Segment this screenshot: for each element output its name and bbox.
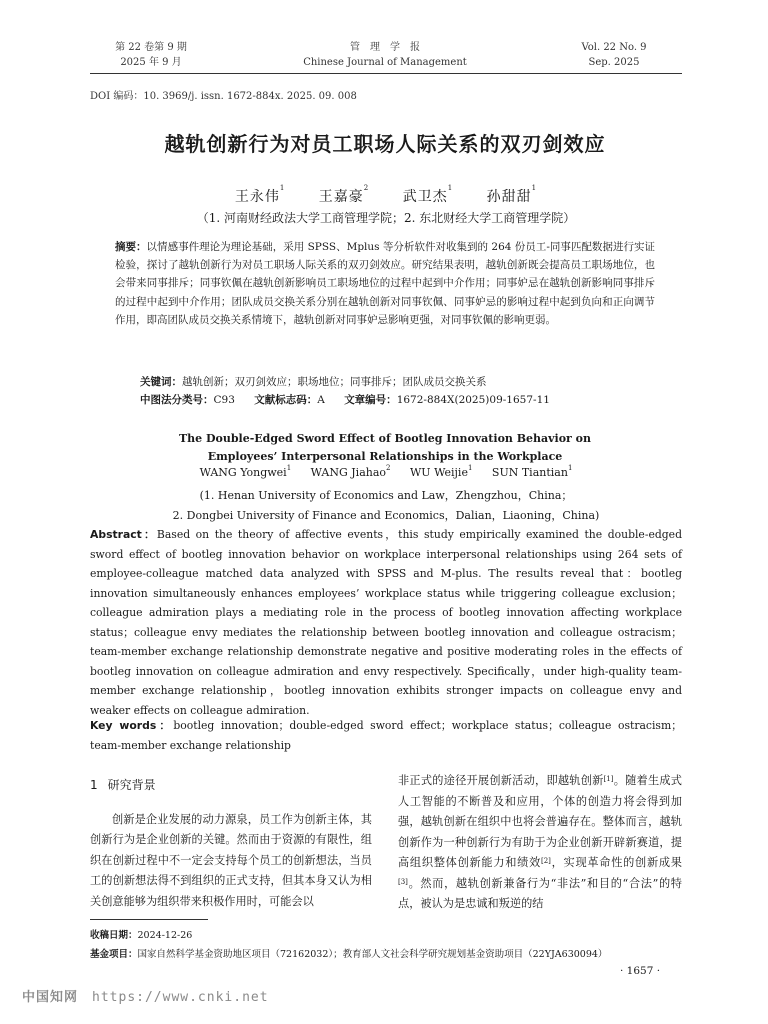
publication-date-en: Sep. 2025 [588, 57, 640, 68]
cnki-url[interactable]: https://www.cnki.net [92, 990, 269, 1005]
author-cn: 孙甜甜$^1$ [486, 184, 538, 205]
abstract-cn [115, 238, 655, 329]
paper-title-en [130, 430, 640, 466]
volume-issue: 第 22 卷第 9 期 [115, 42, 187, 53]
author-cn: 王嘉豪$^2$ [318, 184, 370, 205]
keywords-cn-text: 越轨创新；双刃剑效应；职场地位；同事排斥；团队成员交换关系 [182, 376, 487, 388]
section-heading [90, 775, 372, 796]
citation-link[interactable]: [3] [398, 877, 408, 886]
author-cn: 王永伟$^1$ [234, 184, 286, 205]
paper-title-en-line: Employees’ Interpersonal Relationships in the Workplace [207, 450, 563, 463]
keywords-en [90, 716, 682, 755]
clc-value: C93 [213, 394, 235, 406]
affiliations-cn: （1. 河南财经政法大学工商管理学院；2. 东北财经大学工商管理学院） [196, 211, 576, 225]
journal-name-cn: 管 理 学 报 [350, 42, 420, 53]
body-text: 非正式的途径开展创新活动，即越轨创新 [398, 774, 604, 787]
paper-title-cn: 越轨创新行为对员工职场人际关系的双刃剑效应 [164, 132, 606, 156]
fund-label: 基金项目： [90, 949, 138, 960]
paper-title-en-line: The Double-Edged Sword Effect of Bootleg Innovation Behavior on [178, 432, 592, 445]
journal-volume-info-en [574, 40, 654, 70]
header-divider [90, 73, 682, 74]
doi: DOI 编码：10. 3969/j. issn. 1672-884x. 2025. 09. 008 [90, 91, 357, 102]
body-text: ，实现革命性的创新成果 [550, 856, 682, 869]
footnote-divider [90, 919, 208, 920]
body-paragraph: 创新是企业发展的动力源泉，员工作为创新主体，其创新行为是企业创新的关键。然而由于资源的有限性，组织在创新过程中不一定会支持每个员工的创新想法，当员工的创新想法得不到组织的正式支持，但其本身又认为相关创意能够为组织带来积极作用时，可能会以 [90, 812, 372, 908]
abstract-en-label: Abstract： [90, 528, 157, 541]
article-number-value: 1672-884X(2025)09-1657-11 [396, 394, 550, 406]
fund-info [90, 946, 690, 960]
classification-line [140, 392, 550, 407]
doc-code-label: 文献标志码： [254, 394, 318, 406]
section-number: 1 [90, 778, 98, 792]
author-en: WANG Jiahao$^2$ [310, 464, 391, 479]
abstract-cn-label: 摘要： [115, 241, 147, 253]
authors-en [90, 466, 682, 479]
citation-link[interactable]: [2] [540, 857, 551, 865]
body-text: 。然而，越轨创新兼备行为“非法”和目的“合法”的特点，被认为是忠诚和叛逆的结 [398, 876, 682, 910]
page-number: · 1657 · [620, 965, 661, 977]
cnki-logo: 中国知网 [22, 990, 79, 1005]
received-value: 2024-12-26 [137, 930, 193, 941]
section-title: 研究背景 [107, 778, 156, 792]
author-en: WANG Yongwei$^1$ [199, 464, 292, 479]
abstract-en-text: Based on the theory of affective events，this study empirically examined the double-edged sword effect of bootleg innovation behavior on workplace interpersonal relationships using 264 sets of employee-colleague matched data analyzed with SPSS and M-plus. The results reveal that：bootleg innovation simultaneously enhances employees’ workplace status while triggering colleague exclusion；colleague admiration plays a mediating role in the process of bootleg innovation affecting workplace status；colleague envy mediates the relationship between bootleg innovation and colleague ostracism；team-member exchange relationship demonstrate negative and positive moderating roles in the effects of bootleg innovation on colleague admiration and envy respectively. Specifically，under high-quality team-member exchange relationship，bootleg innovation exhibits stronger impacts on colleague envy and weaker effects on colleague admiration. [90, 528, 682, 717]
authors-cn [90, 186, 682, 206]
publication-date-cn: 2025 年 9 月 [120, 57, 182, 68]
journal-name [290, 40, 480, 70]
received-label: 收稿日期： [90, 930, 138, 941]
doc-code-value: A [317, 394, 325, 406]
author-en: SUN Tiantian$^1$ [491, 464, 573, 479]
body-column-right [398, 771, 682, 915]
fund-value: 国家自然科学基金资助地区项目（72162032）；教育部人文社会科学研究规划基金资助项目（22YJA630094） [137, 949, 608, 960]
keywords-cn [140, 374, 487, 389]
journal-volume-info [108, 40, 194, 70]
received-date [90, 927, 192, 941]
keywords-cn-label: 关键词： [140, 376, 182, 388]
journal-name-en: Chinese Journal of Management [303, 57, 467, 68]
affiliation-en-2: 2. Dongbei University of Finance and Economics，Dalian，Liaoning，China) [172, 509, 600, 522]
abstract-en [90, 525, 682, 720]
author-cn: 武卫杰$^1$ [402, 184, 454, 205]
abstract-cn-text: 以情感事件理论为理论基础，采用 SPSS、Mplus 等分析软件对收集到的 264 份员工-同事匹配数据进行实证检验，探讨了越轨创新行为对员工职场人际关系的双刃剑效应。研究结果表明，越轨创新既会提高员工职场地位，也会带来同事排斥；同事钦佩在越轨创新影响员工职场地位的过程中起到中介作用；同事妒忌在越轨创新影响同事排斥的过程中起到中介作用；团队成员交换关系分别在越轨创新对同事钦佩、同事妒忌的影响过程中起到负向和正向调节作用，即高团队成员交换关系情境下，越轨创新对同事妒忌影响更强，对同事钦佩的影响更弱。 [115, 241, 655, 326]
author-en: WU Weijie$^1$ [410, 464, 473, 479]
body-column-left [90, 775, 372, 912]
cnki-watermark [22, 986, 269, 1005]
clc-label: 中图法分类号： [140, 394, 214, 406]
citation-link[interactable]: [1] [603, 775, 614, 783]
keywords-en-label: Key words： [90, 719, 174, 732]
volume-issue-en: Vol. 22 No. 9 [581, 42, 647, 53]
affiliation-en-1: (1. Henan University of Economics and Law，Zhengzhou，China； [199, 489, 573, 502]
body-text: 。随着生成式人工智能的不断普及和应用，个体的创造力将会得到加强，越轨创新在组织中也将会普遍存在。整体而言，越轨创新作为一种创新行为有助于为企业创新开辟新赛道，提高组织整体创新能力和绩效 [398, 774, 682, 869]
article-number-label: 文章编号： [344, 394, 397, 406]
keywords-en-text: bootleg innovation；double-edged sword effect；workplace status；colleague ostracism；team-member exchange relationship [90, 719, 683, 752]
